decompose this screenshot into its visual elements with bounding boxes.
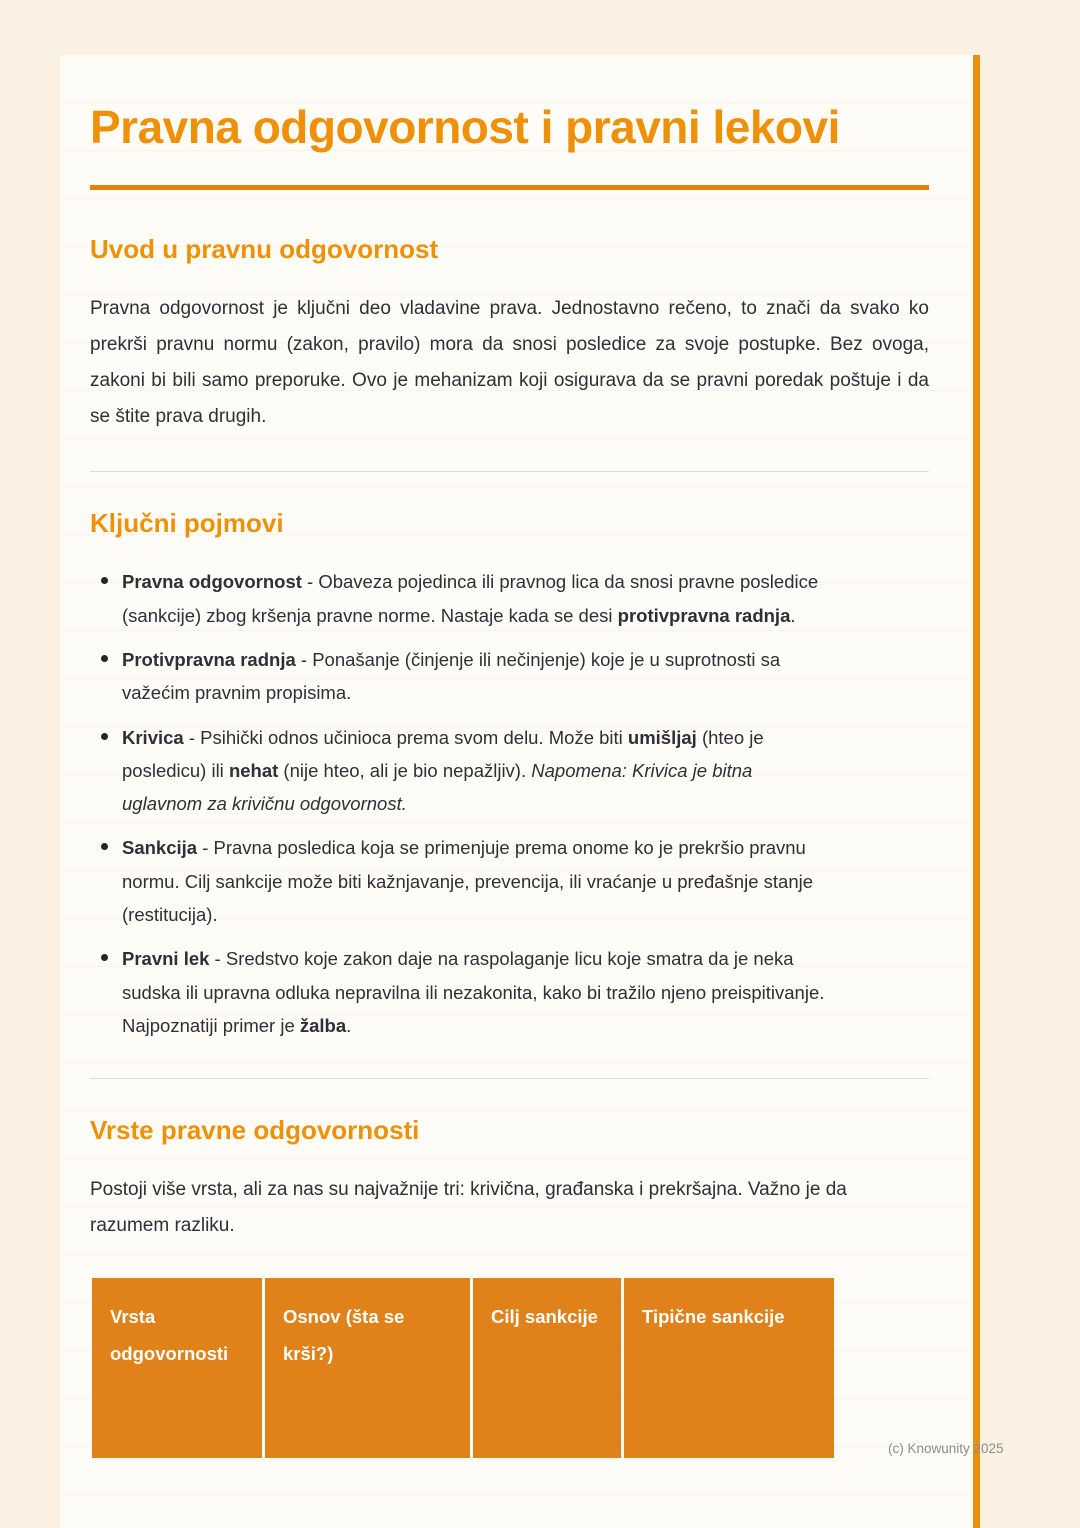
types-paragraph: Postoji više vrsta, ali za nas su najvažnije tri: krivična, građanska i prekršajna. Važno je da razumem razliku. xyxy=(90,1179,847,1237)
intro-heading: Uvod u pravnu odgovornost xyxy=(90,233,439,264)
table-header-osnov: Osnov (šta se krši?) xyxy=(265,1278,470,1458)
key-concepts-heading: Ključni pojmovi xyxy=(90,508,284,539)
list-item-protivpravna-radnja: Protivpravna radnja - Ponašanje (činjenje ili nečinjenje) koje je u suprotnosti sa važećim pravnim propisima. xyxy=(98,643,833,710)
document-title: Pravna odgovornost i pravni lekovi xyxy=(90,101,840,153)
table-header-cilj-sankcije: Cilj sankcije xyxy=(473,1278,621,1458)
types-heading: Vrste pravne odgovornosti xyxy=(90,1115,420,1146)
list-item-sankcija: Sankcija - Pravna posledica koja se primenjuje prema onome ko je prekršio pravnu normu. Cilj sankcije može biti kažnjavanje, prevencija, ili vraćanje u pređašnje stanje (restitucija). xyxy=(98,831,833,931)
table-header-tipicne-sankcije: Tipične sankcije xyxy=(624,1278,834,1458)
title-rule xyxy=(90,185,929,190)
section-types xyxy=(90,1115,929,1458)
section-key-concepts xyxy=(90,508,929,1042)
list-item-pravni-lek: Pravni lek - Sredstvo koje zakon daje na raspolaganje licu koje smatra da je neka sudska ili upravna odluka nepravilna ili nezakonita, kako bi tražilo njeno preispitivanje. Najpoznatiji primer je žalba. xyxy=(98,942,833,1042)
table-header-row xyxy=(92,1278,834,1458)
accent-stripe xyxy=(973,55,980,1528)
section-divider xyxy=(90,471,929,472)
watermark: (c) Knowunity 2025 xyxy=(888,1441,1004,1456)
note-card xyxy=(60,55,973,1528)
list-item-krivica: Krivica - Psihički odnos učinioca prema svom delu. Može biti umišljaj (hteo je posledicu) ili nehat (nije hteo, ali je bio nepažljiv). Napomena: Krivica je bitna uglavnom za krivičnu odgovornost. xyxy=(98,721,833,821)
section-divider xyxy=(90,1078,929,1079)
section-intro xyxy=(90,234,929,435)
table-header-vrsta-odgovornosti: Vrsta odgovornosti xyxy=(92,1278,262,1458)
intro-paragraph: Pravna odgovornost je ključni deo vladavine prava. Jednostavno rečeno, to znači da svako ko prekrši pravnu normu (zakon, pravilo) mora da snosi posledice za svoje postupke. Bez ovoga, zakoni bi bili samo preporuke. Ovo je mehanizam koji osigurava da se pravni poredak poštuje i da se štite prava drugih. xyxy=(90,297,929,428)
list-item-pravna-odgovornost: Pravna odgovornost - Obaveza pojedinca ili pravnog lica da snosi pravne posledice (sankcije) zbog kršenja pravne norme. Nastaje kada se desi protivpravna radnja. xyxy=(98,565,833,632)
responsibility-table xyxy=(89,1278,837,1458)
key-concepts-list xyxy=(98,565,833,1042)
